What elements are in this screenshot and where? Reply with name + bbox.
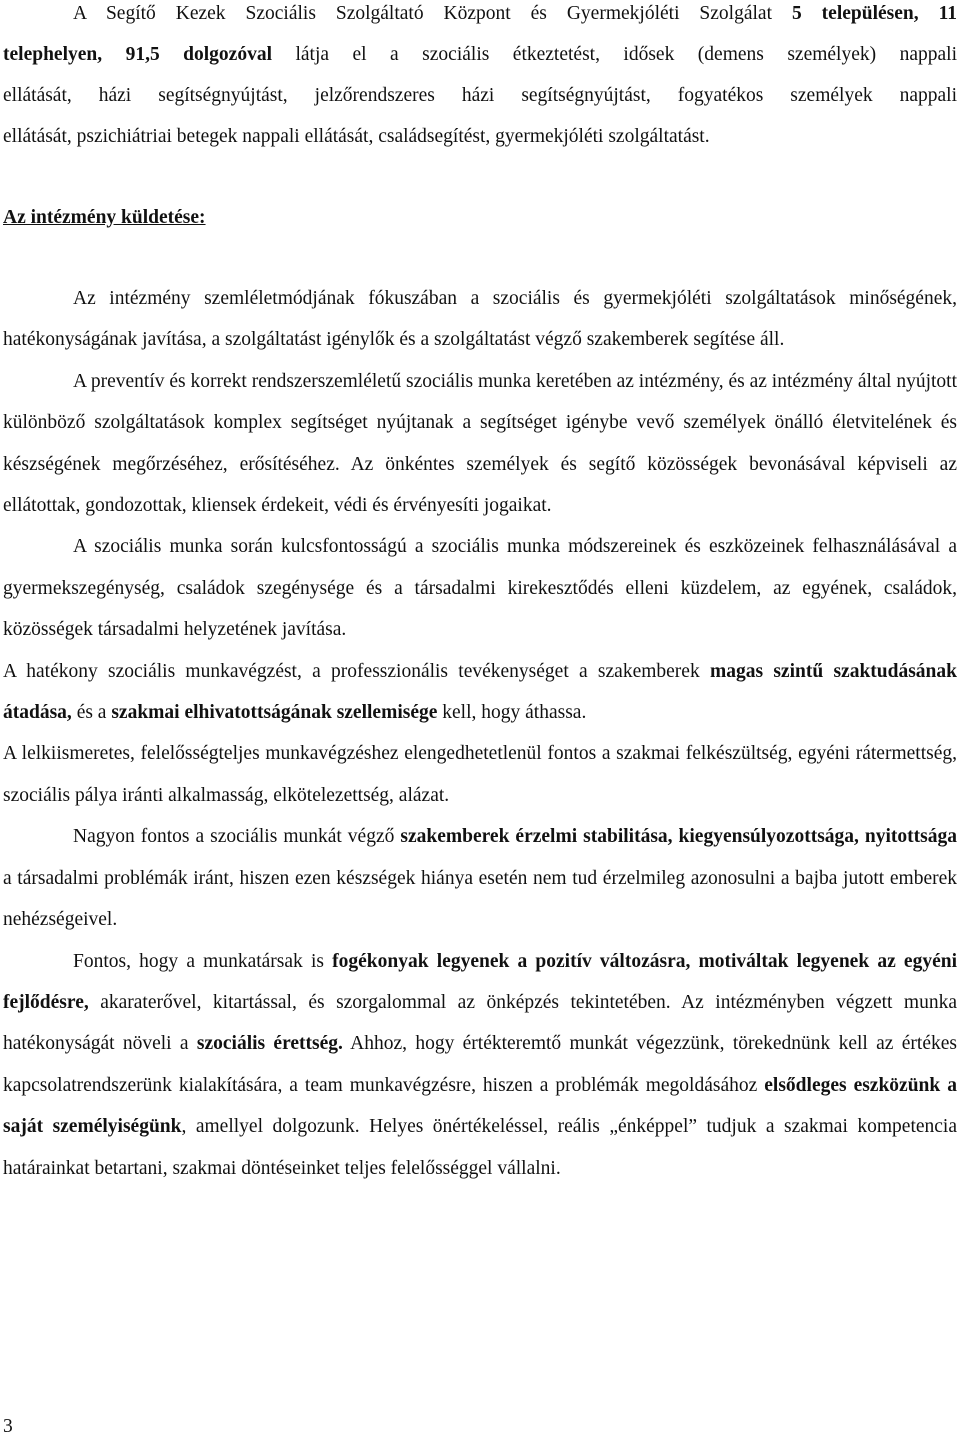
section-heading: Az intézmény küldetése: [3,207,206,228]
paragraph-2: A preventív és korrekt rendszerszemléletű szociális munka keretében az intézmény, és az intézmény által nyújtott különböző szolgáltatások komplex segítséget nyújtanak a segítséget igénybe vevő személyek önálló életvitelének és készségének megőrzéséhez, erősítéséhez. Az önkéntes személyek és segítő közösségek bevonásával képviseli az ellátottak, gondozottak, kliensek érdekeit, védi és érvényesíti jogaikat. [3,370,958,517]
page-number: 3 [3,1416,13,1437]
intro-text-4: ellátását, pszichiátriai betegek nappali ellátását, családsegítést, gyermekjóléti szolgáltatást. [3,126,710,147]
intro-text-2: látja el a szociális étkeztetést, idősek (demens személyek) nappali [272,44,957,65]
paragraph-5: A lelkiismeretes, felelősségteljes munkavégzéshez elengedhetetlenül fontos a szakmai felkészültség, egyéni rátermettség, szociális pálya iránti alkalmasság, elkötelezettség, alázat. [3,743,957,806]
body-text [3,278,957,1189]
intro-text-1: A Segítő Kezek Szociális Szolgáltató Központ és Gyermekjóléti Szolgálat [73,3,792,24]
paragraph-4: A hatékony szociális munkavégzést, a professzionális tevékenységet a szakemberek magas szintű szaktudásának átadása, és a szakmai elhivatottságának szellemisége kell, hogy áthassa. [3,660,957,724]
paragraph-3: A szociális munka során kulcsfontosságú a szociális munka módszereinek és eszközeinek felhasználásával a gyermekszegénység, családok szegénysége és a társadalmi kirekesztődés elleni küzdelem, az egyének, családok, közösségek társadalmi helyzetének javítása. [3,536,957,641]
intro-bold-1: 5 településen, 11 [791,3,957,24]
paragraph-7: Fontos, hogy a munkatársak is fogékonyak legyenek a pozitív változásra, motiváltak legyenek az egyéni fejlődésre, akaraterővel, kitartással, és szorgalommal az önképzés tekintetében. Az intézményben végzett munka hatékonyságát növeli a szociális érettség. Ahhoz, hogy értékteremtő munkát végezzünk, törekednünk kell az értékes kapcsolatrendszerünk kialakítására, a team munkavégzésre, hiszen a problémák megoldásához elsődleges eszközünk a saját személyiségünk, amellyel dolgozunk. Helyes önértékeléssel, reális „énképpel” tudjuk a szakmai kompetencia határainkat betartani, szakmai döntéseinket teljes felelősséggel vállalni. [3,950,957,1179]
intro-bold-2: telephelyen, 91,5 dolgozóval [3,44,273,65]
paragraph-1: Az intézmény szemléletmódjának fókuszában a szociális és gyermekjóléti szolgáltatások minőségének, hatékonyságának javítása, a szolgáltatást igénylők és a szolgáltatást végző szakemberek segítése áll. [3,288,957,351]
intro-text-3: ellátását, házi segítségnyújtást, jelzőrendszeres házi segítségnyújtást, fogyatékos személyek nappali [3,85,957,106]
paragraph-6: Nagyon fontos a szociális munkát végző szakemberek érzelmi stabilitása, kiegyensúlyozottsága, nyitottsága a társadalmi problémák iránt, hiszen ezen készségek hiánya esetén nem tud érzelmileg azonosulni a bajba jutott emberek nehézségeivel. [3,826,957,931]
